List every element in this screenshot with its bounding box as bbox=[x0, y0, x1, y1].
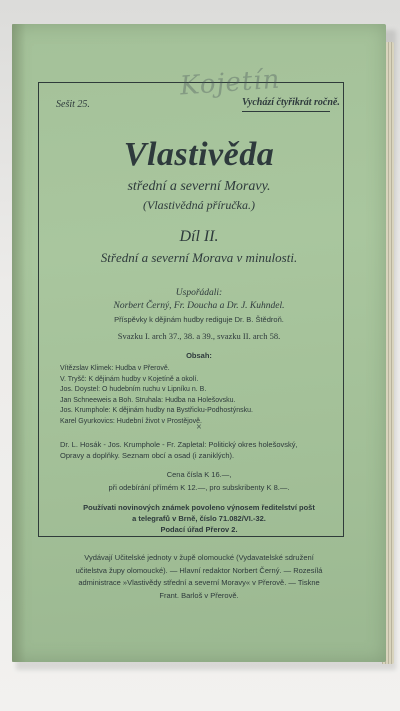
list-item: V. Tryšč: K dějinám hudby v Kojetíně a okolí. bbox=[60, 375, 199, 383]
volume-label: Díl II. bbox=[179, 228, 219, 245]
arranged-by-label: Uspořádali: bbox=[175, 288, 223, 298]
part-title: Střední a severní Morava v minulosti. bbox=[100, 250, 298, 265]
publisher-line: Frant. Barloš v Přerově. bbox=[159, 590, 239, 600]
postal-line: Podací úřad Přerov 2. bbox=[160, 525, 238, 534]
publisher-line: učitelstva župy olomoucké). — Hlavní redaktor Norbert Černý. — Rozesílá bbox=[75, 565, 323, 575]
subtitle: střední a severní Moravy. bbox=[127, 179, 271, 194]
volume-sheets: Svazku I. arch 37., 38. a 39., svazku II. arch 58. bbox=[117, 331, 281, 341]
postal-line: a telegrafů v Brně, číslo 71.082/VI.-32. bbox=[132, 514, 266, 523]
list-item: Jos. Doystel: O hudebním ruchu v Lipníku n. B. bbox=[60, 386, 207, 393]
publisher-line: Vydávají Učitelské jednoty v župě olomoucké (Vydavatelské sdružení bbox=[84, 553, 314, 562]
postal-notice bbox=[12, 502, 386, 535]
list-item: Jos. Krumphole: K dějinám hudby na Bystřicku-Podhostýnsku. bbox=[60, 407, 253, 414]
page-title: Vlastivěda bbox=[123, 136, 275, 173]
contents-list bbox=[60, 364, 350, 427]
list-item: Opravy a doplňky. Seznam obcí a osad (i zaniklých). bbox=[60, 451, 235, 460]
frequency-note: Vychází čtyřikrát ročně. bbox=[242, 97, 340, 108]
book-cover bbox=[12, 24, 386, 662]
publisher-line: administrace »Vlastivědy střední a severní Moravy« v Přerově. — Tiskne bbox=[78, 578, 320, 587]
publisher-info bbox=[12, 552, 386, 602]
music-editor-note: Příspěvky k dějinám hudby rediguje Dr. B. Štědroň. bbox=[114, 315, 284, 324]
price: Cena čísla K 16.—, bbox=[166, 470, 232, 479]
postal-line: Používati novinových známek povoleno výnosem ředitelství pošt bbox=[83, 503, 315, 512]
subtitle-secondary: (Vlastivědná příručka.) bbox=[143, 198, 255, 212]
list-item: Karel Gyurkovics: Hudební život v Prostějově. bbox=[60, 417, 203, 425]
issue-number: Sešit 25. bbox=[56, 99, 90, 110]
contents-label: Obsah: bbox=[186, 351, 212, 360]
handwritten-note: Kojetín bbox=[179, 64, 282, 102]
editors: Norbert Černý, Fr. Doucha a Dr. J. Kuhndel. bbox=[113, 301, 285, 311]
list-item: Vítězslav Klimek: Hudba v Přerově. bbox=[60, 365, 170, 372]
frequency-underline bbox=[242, 111, 330, 112]
district-entry bbox=[60, 439, 350, 461]
separator-mark: × bbox=[196, 422, 202, 433]
subscription-price: při odebírání přímém K 12.—, pro subskribenty K 8.—. bbox=[108, 483, 290, 492]
list-item: Dr. L. Hosák - Jos. Krumphole - Fr. Zapletal: Politický okres holešovský, bbox=[60, 440, 298, 449]
list-item: Jan Schneeweis a Boh. Struhala: Hudba na Holešovsku. bbox=[60, 396, 236, 404]
